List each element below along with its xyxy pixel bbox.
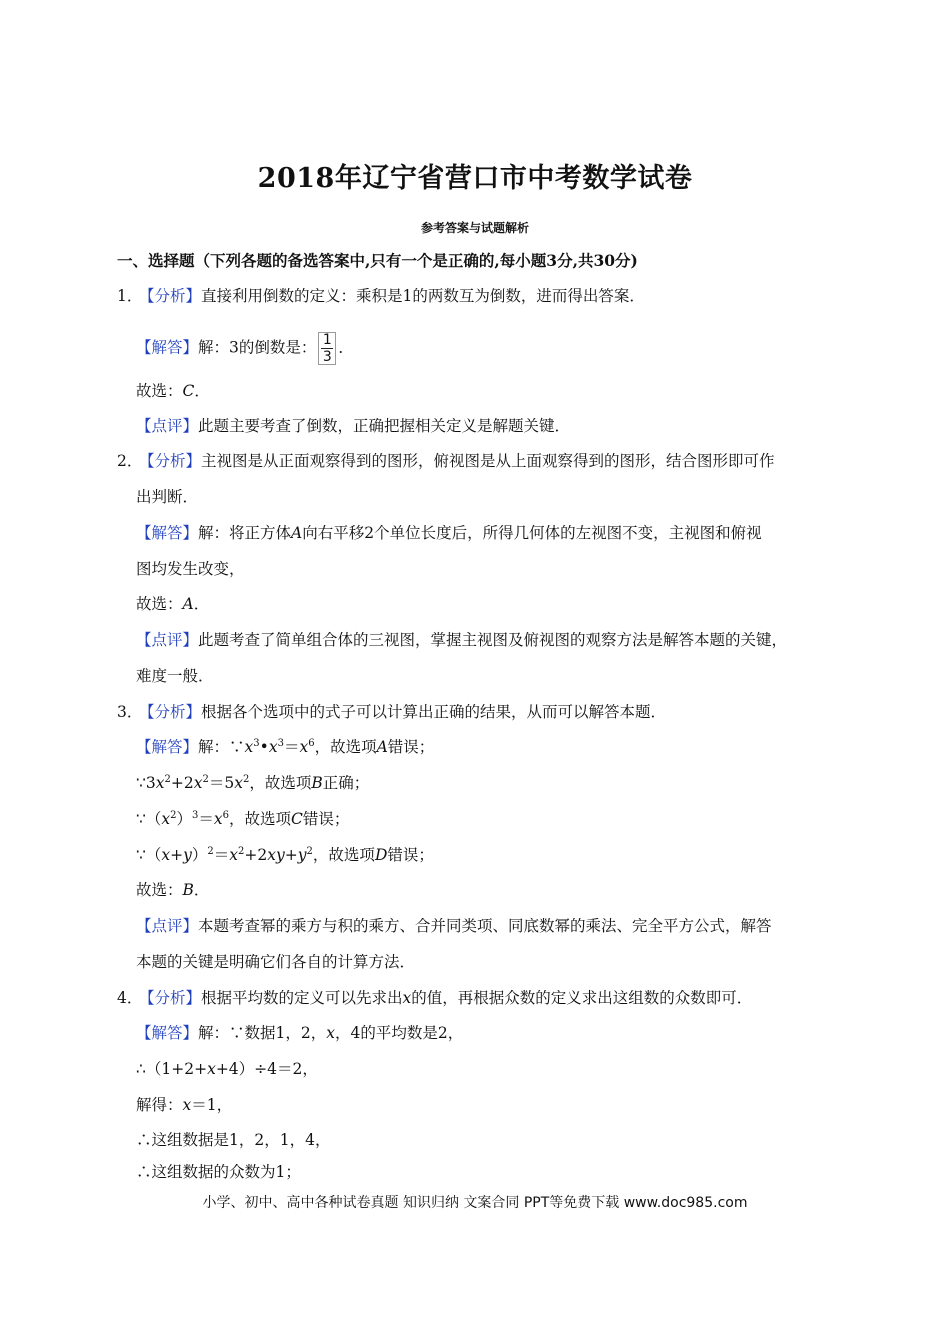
question-number: 3． <box>117 703 143 721</box>
expr-text: ，故选项 <box>249 774 312 792</box>
expr-text: ＝ <box>213 846 230 864</box>
option-letter: C <box>291 810 303 828</box>
choice-suffix: ． <box>193 881 210 899</box>
exponent: 2 <box>202 774 209 785</box>
comment-tag: 【点评】 <box>136 631 199 649</box>
exponent: 2 <box>170 810 177 821</box>
expr-text: 解：∵ <box>198 738 245 756</box>
expr-text: 解得： <box>136 1096 183 1114</box>
q3-comment-cont: 本题的关键是明确它们各自的计算方法． <box>136 953 416 971</box>
q2-analysis-cont: 出判断． <box>136 488 199 506</box>
q3-analysis <box>117 702 666 722</box>
var-x: x <box>207 1060 216 1078</box>
expr-text: ∵3 <box>136 774 156 792</box>
q2-analysis <box>117 451 775 471</box>
expr-text: +2 <box>244 846 268 864</box>
var-xy: xy <box>267 846 285 864</box>
q2-choice <box>136 594 209 614</box>
var-x: x <box>213 810 223 828</box>
var-x: x <box>161 810 171 828</box>
var-x: x <box>234 774 243 792</box>
var-x: x <box>182 1096 192 1114</box>
section-heading: 一、选择题（下列各题的备选答案中,只有一个是正确的,每小题3分,共30分) <box>117 251 638 270</box>
exponent: 3 <box>192 810 199 821</box>
exponent: 3 <box>277 738 284 749</box>
expr-text: ＝1， <box>191 1096 233 1114</box>
expr-text: + <box>284 846 298 864</box>
q3-comment <box>136 916 772 936</box>
exponent: 6 <box>308 738 315 749</box>
page-title: 2018年辽宁省营口市中考数学试卷 <box>257 163 693 194</box>
comment-tag: 【点评】 <box>136 417 199 435</box>
page-footer: 小学、初中、高中各种试卷真题 知识归纳 文案合同 PPT等免费下载 www.doc985.com <box>202 1195 748 1211</box>
page-subtitle: 参考答案与试题解析 <box>420 221 529 235</box>
option-letter: A <box>376 738 388 756</box>
q1-analysis-text: 直接利用倒数的定义：乘积是1的两数互为倒数，进而得出答案． <box>201 287 645 305</box>
choice-prefix: 故选： <box>136 881 183 899</box>
q3-answer-a <box>136 737 434 757</box>
expr-text: 错误； <box>387 846 434 864</box>
q2-answer-cont: 图均发生改变， <box>136 560 245 578</box>
var-x: x <box>299 738 309 756</box>
q4-analysis <box>117 988 752 1008</box>
q2-comment-text: 此题考查了简单组合体的三视图，掌握主视图及俯视图的观察方法是解答本题的关键， <box>198 631 788 649</box>
exponent: 2 <box>164 774 171 785</box>
var-x: x <box>244 738 254 756</box>
q4-analysis-text-b: 的值，再根据众数的定义求出这组数的众数即可． <box>411 989 753 1007</box>
var-x: x <box>326 1024 335 1042</box>
q4-line-4: ∴这组数据是1，2，1，4， <box>136 1131 331 1149</box>
q1-analysis <box>117 286 645 306</box>
expr-text: +4）÷4＝2， <box>215 1060 318 1078</box>
q3-answer-b <box>136 773 369 793</box>
analysis-tag: 【分析】 <box>139 287 202 305</box>
question-number: 1． <box>117 287 143 305</box>
var-y: y <box>297 846 307 864</box>
var-x: x <box>161 846 171 864</box>
q1-answer-suffix: ． <box>338 338 354 357</box>
exponent: 6 <box>222 810 230 821</box>
choice-letter: B <box>182 881 194 899</box>
expr-text: ，故选项 <box>312 846 375 864</box>
q4-line-5: ∴这组数据的众数为1； <box>136 1163 301 1181</box>
expr-text: 错误； <box>387 738 435 756</box>
analysis-tag: 【分析】 <box>139 703 202 721</box>
var-x: x <box>193 774 203 792</box>
q2-answer-var: A <box>291 524 303 542</box>
q1-choice <box>136 381 210 401</box>
q1-answer-text: 解：3的倒数是： <box>198 338 317 357</box>
expr-text: 解：∵数据1，2， <box>198 1024 327 1042</box>
question-number: 2． <box>117 452 143 470</box>
expr-text: ，4的平均数是2， <box>335 1024 464 1042</box>
option-letter: B <box>311 774 323 792</box>
var-x: x <box>229 846 239 864</box>
q2-answer <box>136 523 762 543</box>
choice-suffix: ． <box>193 595 210 613</box>
q3-answer-d <box>136 845 434 865</box>
expr-text: ＝5 <box>208 774 235 792</box>
q2-answer-text-b: 向右平移2个单位长度后，所得几何体的左视图不变，主视图和俯视 <box>302 524 762 542</box>
q2-comment <box>136 630 787 650</box>
analysis-tag: 【分析】 <box>139 989 202 1007</box>
var-x: x <box>268 738 278 756</box>
expr-text: + <box>170 846 184 864</box>
expr-text: ＝ <box>198 810 214 828</box>
question-number: 4． <box>117 989 143 1007</box>
q2-comment-cont: 难度一般． <box>136 667 214 685</box>
exponent: 3 <box>253 738 260 749</box>
q1-answer <box>136 332 354 365</box>
exponent: 2 <box>207 846 214 857</box>
q3-answer-c <box>136 809 349 829</box>
q4-analysis-text-a: 根据平均数的定义可以先求出 <box>201 989 403 1007</box>
exponent: 2 <box>238 846 245 857</box>
expr-text: ，故选项 <box>229 810 292 828</box>
comment-tag: 【点评】 <box>136 917 199 935</box>
choice-prefix: 故选： <box>136 382 183 400</box>
answer-tag: 【解答】 <box>136 1024 199 1042</box>
var-y: y <box>183 846 192 864</box>
q1-comment <box>136 416 570 436</box>
q4-line-3 <box>136 1095 232 1115</box>
expr-text: ） <box>176 810 193 828</box>
expr-text: ） <box>191 846 208 864</box>
expr-text: ∵（ <box>136 846 162 864</box>
expr-text: • <box>259 738 269 756</box>
choice-prefix: 故选： <box>136 595 183 613</box>
q2-answer-text-a: 解：将正方体 <box>198 524 292 542</box>
analysis-tag: 【分析】 <box>139 452 202 470</box>
q4-line-2 <box>136 1059 318 1079</box>
choice-letter: A <box>182 595 194 613</box>
exponent: 2 <box>242 774 250 785</box>
exponent: 2 <box>306 846 313 857</box>
q4-answer <box>136 1023 463 1043</box>
q3-choice <box>136 880 209 900</box>
answer-tag: 【解答】 <box>136 524 199 542</box>
expr-text: ＝ <box>283 738 300 756</box>
q3-analysis-text: 根据各个选项中的式子可以计算出正确的结果，从而可以解答本题． <box>201 703 667 721</box>
q2-analysis-text: 主视图是从正面观察得到的图形，俯视图是从上面观察得到的图形，结合图形即可作 <box>201 452 775 470</box>
var-x: x <box>155 774 165 792</box>
fraction-numerator: 1 <box>322 332 332 348</box>
q3-comment-text: 本题考查幂的乘方与积的乘方、合并同类项、同底数幂的乘法、完全平方公式，解答 <box>198 917 772 935</box>
answer-tag: 【解答】 <box>136 738 199 756</box>
expr-text: 正确； <box>322 774 370 792</box>
expr-text: ∵（ <box>136 810 162 828</box>
expr-text: +2 <box>170 774 194 792</box>
option-letter: D <box>374 846 388 864</box>
expr-text: 错误； <box>302 810 350 828</box>
fraction-one-third <box>318 332 336 365</box>
answer-tag: 【解答】 <box>136 338 199 357</box>
choice-letter: C <box>182 382 195 400</box>
expr-text: ∴（1+2+ <box>136 1060 208 1078</box>
expr-text: ，故选项 <box>314 738 377 756</box>
var-x: x <box>402 989 412 1007</box>
q1-comment-text: 此题主要考查了倒数，正确把握相关定义是解题关键． <box>198 417 571 435</box>
fraction-denominator: 3 <box>322 349 332 365</box>
choice-suffix: ． <box>194 382 210 400</box>
